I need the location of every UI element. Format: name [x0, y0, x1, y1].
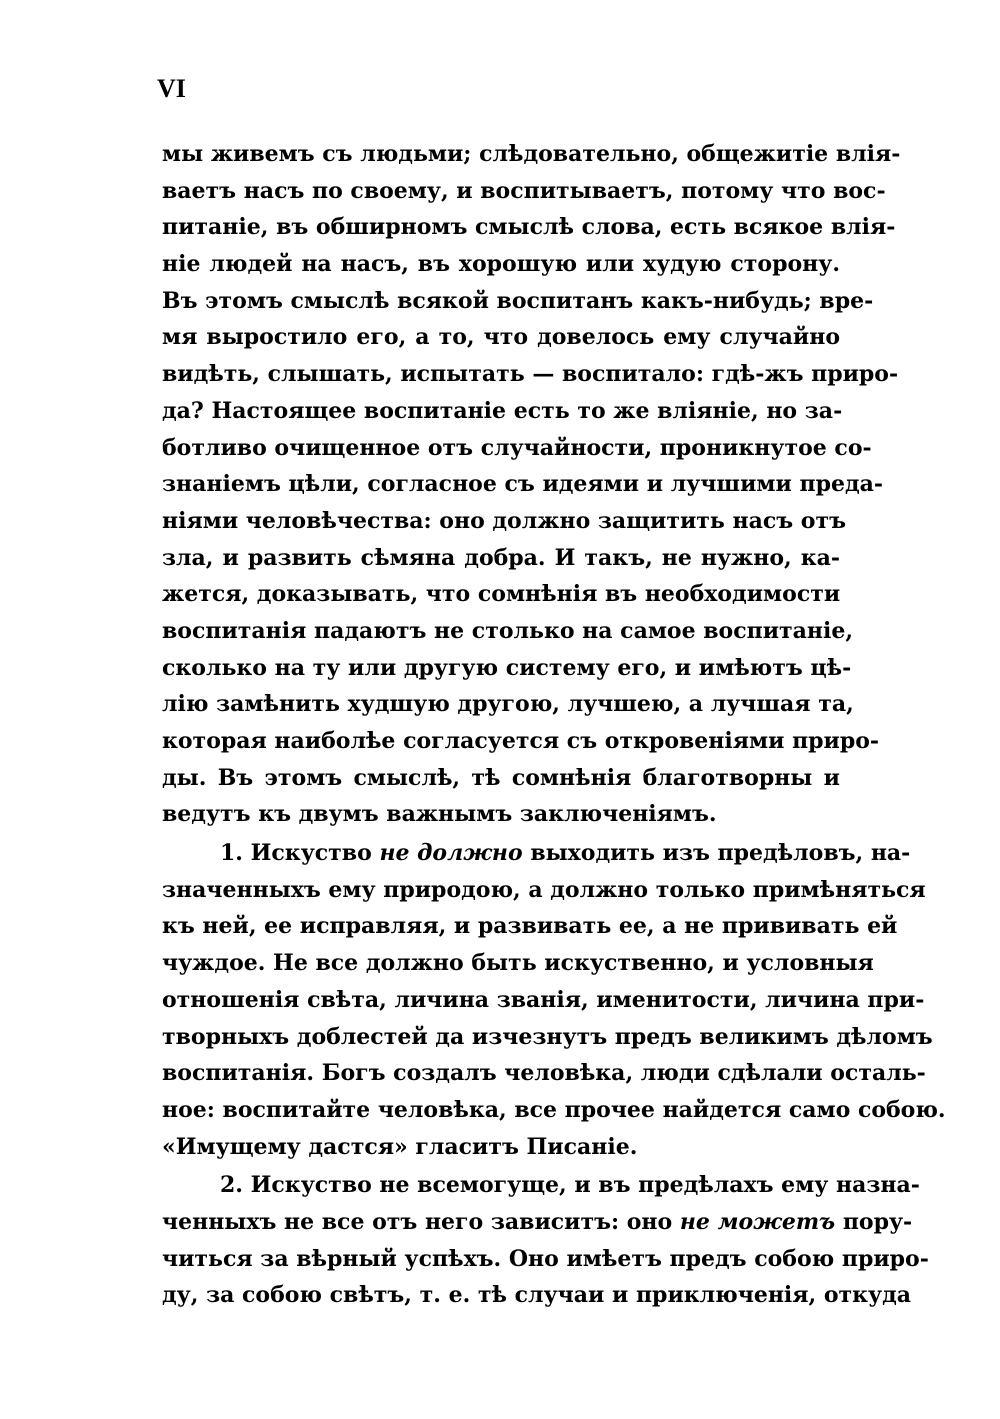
emphasis-text: не можетъ: [679, 1208, 836, 1235]
text-line: [162, 835, 911, 872]
text-line: знаніемъ цѣли, согласное съ идеями и лучшими преда-: [162, 471, 884, 498]
paragraph-intro: [162, 136, 901, 833]
text-run: выходить изъ предѣловъ, на-: [522, 840, 911, 867]
text-line: ботливо очищенное отъ случайности, проникнутое со-: [162, 434, 872, 461]
text-line: Въ этомъ смыслѣ всякой воспитанъ какъ-нибудь; вре-: [162, 287, 874, 314]
text-line: которая наиболѣе согласуется съ откровеніями приро-: [162, 728, 880, 754]
text-line: къ ней, ее исправляя, и развивать ее, а не прививать ей: [162, 913, 898, 940]
text-run: 1. Искуство: [220, 840, 380, 867]
text-line: ведутъ къ двумъ важнымъ заключеніямъ.: [162, 801, 717, 828]
paragraph-point-1: [162, 835, 946, 1165]
text-line: сколько на ту или другую систему его, и имѣютъ цѣ-: [162, 654, 852, 681]
text-line: [162, 1204, 913, 1241]
text-line: «Имущему дастся» гласитъ Писаніе.: [162, 1133, 638, 1160]
text-line: жется, доказывать, что сомнѣнія въ необходимости: [162, 581, 841, 608]
text-line: мы живемъ съ людьми; слѣдовательно, общежитіе влія-: [162, 141, 901, 167]
text-line: 2. Искуство не всемогуще, и въ предѣлахъ ему назна-: [220, 1172, 920, 1199]
text-line: ніями человѣчества: оно должно защитить насъ отъ: [162, 507, 846, 534]
page-body: [162, 136, 946, 1314]
text-line: ное: воспитайте человѣка, все прочее найдется само собою.: [162, 1096, 946, 1123]
text-line: отношенія свѣта, личина званія, именитости, личина при-: [162, 986, 925, 1013]
page-number: VI: [157, 74, 186, 103]
text-line: творныхъ доблестей да изчезнутъ предъ великимъ дѣломъ: [162, 1023, 933, 1050]
text-line: зла, и развить сѣмяна добра. И такъ, не нужно, ка-: [162, 544, 840, 571]
text-line: ды. Въ этомъ смыслѣ, тѣ сомнѣнія благотворны и: [162, 764, 840, 791]
text-line: ду, за собою свѣтъ, т. е. тѣ случаи и приключенія, откуда: [162, 1282, 912, 1309]
text-line: ваетъ насъ по своему, и воспитываетъ, потому что вос-: [162, 177, 886, 204]
text-line: мя выростило его, а то, что довелось ему случайно: [162, 324, 840, 351]
text-line: читься за вѣрный успѣхъ. Оно имѣетъ предъ собою приро-: [162, 1245, 929, 1272]
text-line: видѣть, слышать, испытать — воспитало: гдѣ-жъ приро-: [162, 361, 899, 388]
text-line: питаніе, въ обширномъ смыслѣ слова, есть всякое влія-: [162, 214, 896, 241]
text-line: воспитанія падаютъ не столько на самое воспитаніе,: [162, 617, 854, 644]
text-run: ченныхъ не все отъ него зависитъ: оно: [162, 1208, 680, 1235]
text-line: воспитанія. Богъ создалъ человѣка, люди сдѣлали осталь-: [162, 1060, 926, 1087]
text-line: значенныхъ ему природою, а должно только примѣняться: [162, 876, 926, 903]
text-line: ніе людей на насъ, въ хорошую или худую сторону.: [162, 251, 840, 278]
text-line: лію замѣнить худшую другою, лучшею, а лучшая та,: [162, 691, 854, 718]
emphasis-text: не должно: [379, 840, 523, 867]
text-run: пору-: [835, 1208, 913, 1235]
paragraph-point-2: [162, 1167, 929, 1314]
text-line: да? Настоящее воспитаніе есть то же вліяніе, но за-: [162, 397, 843, 424]
text-line: чуждое. Не все должно быть искуственно, и условныя: [162, 950, 874, 977]
